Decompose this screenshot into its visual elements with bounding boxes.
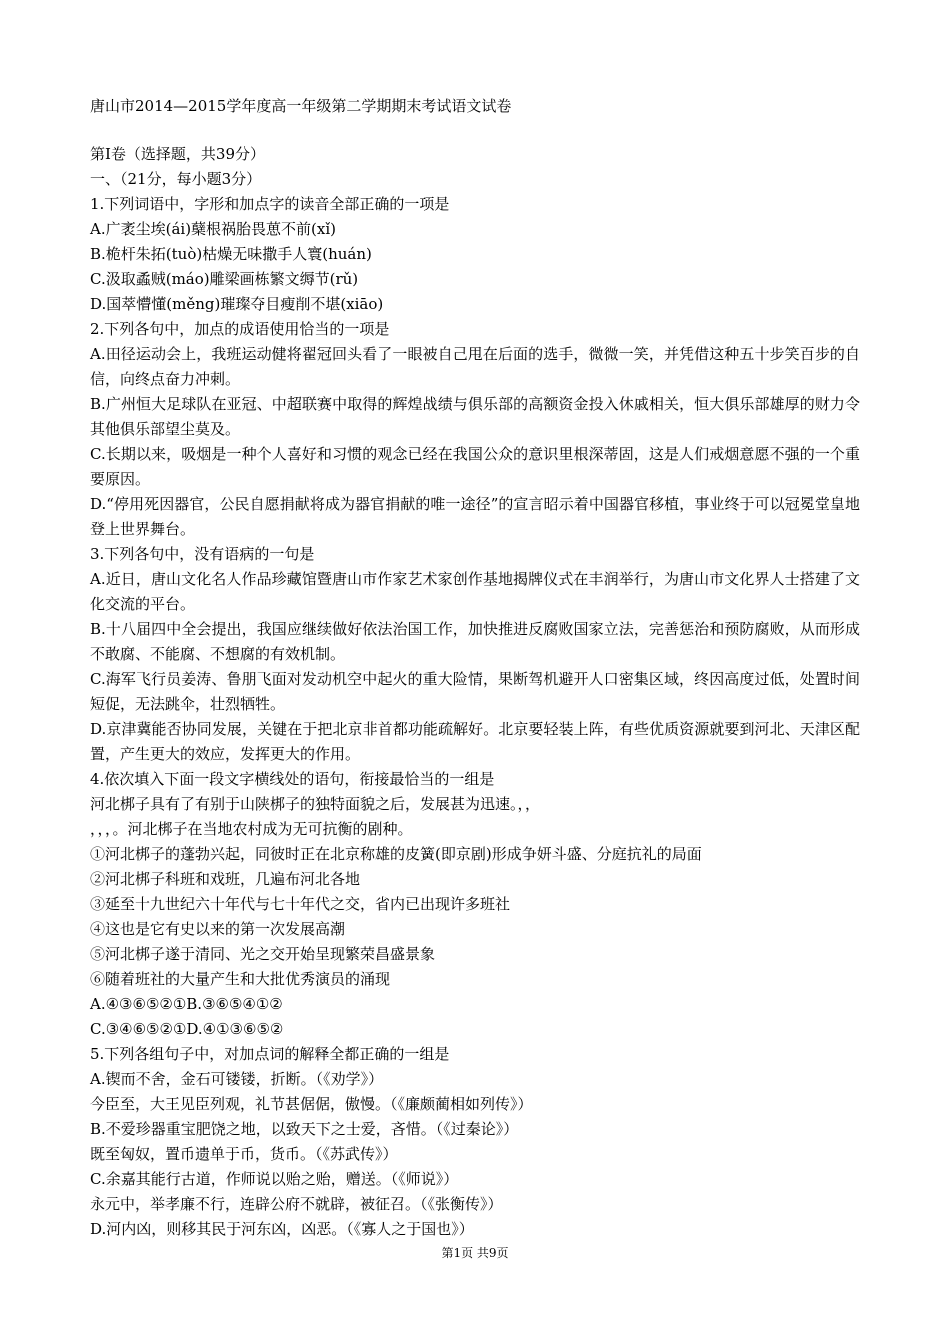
- text-paragraph: D.京津冀能否协同发展，关键在于把北京非首都功能疏解好。北京要轻装上阵，有些优质资源就要到河北、天津区配置，产生更大的效应，发挥更大的作用。: [90, 720, 860, 763]
- text-line: D.国萃懵懂(měng)璀璨夺目瘦削不堪(xiāo): [90, 295, 384, 313]
- text-line: C.汲取蟊贼(máo)雕梁画栋繁文缛节(rǔ): [90, 270, 359, 288]
- text-line: 5.下列各组句子中，对加点词的解释全都正确的一组是: [90, 1045, 450, 1063]
- text-line: C.③④⑥⑤②①D.④①③⑥⑤②: [90, 1020, 284, 1038]
- text-line: 今臣至，大王见臣列观，礼节甚倨倨，傲慢。（《廉颇蔺相如列传》）: [90, 1095, 533, 1113]
- document-body: [90, 142, 860, 1242]
- text-line: ③延至十九世纪六十年代与七十年代之交，省内已出现许多班社: [90, 895, 511, 913]
- text-line: 2.下列各句中，加点的成语使用恰当的一项是: [90, 320, 390, 338]
- text-paragraph: A.近日，唐山文化名人作品珍藏馆暨唐山市作家艺术家创作基地揭牌仪式在丰润举行，为唐山市文化界人士搭建了文化交流的平台。: [90, 570, 860, 613]
- document-title: 唐山市2014—2015学年度高一年级第二学期期末考试语文试卷: [90, 97, 512, 115]
- page-footer: 第1页 共9页: [441, 1246, 509, 1260]
- text-paragraph: A.田径运动会上，我班运动健将翟冠回头看了一眼被自己甩在后面的选手，微微一笑，并凭借这种五十步笑百步的自信，向终点奋力冲刺。: [90, 345, 860, 388]
- text-line: ①河北梆子的蓬勃兴起，同彼时正在北京称雄的皮簧(即京剧)形成争妍斗盛、分庭抗礼的局面: [90, 845, 702, 863]
- text-line: ②河北梆子科班和戏班，几遍布河北各地: [90, 870, 361, 888]
- text-paragraph: D.“停用死因器官，公民自愿捐献将成为器官捐献的唯一途径”的宣言昭示着中国器官移植，事业终于可以冠冕堂皇地登上世界舞台。: [90, 495, 860, 538]
- text-line: B.不爱珍器重宝肥饶之地，以致天下之士爱，吝惜。（《过秦论》）: [90, 1120, 519, 1138]
- text-line: 第Ⅰ卷（选择题，共39分）: [90, 145, 266, 163]
- text-line: D.河内凶，则移其民于河东凶，凶恶。（《寡人之于国也》）: [90, 1220, 474, 1238]
- text-line: A.广袤尘埃(ái)蘖根祸胎畏葸不前(xǐ): [90, 220, 337, 238]
- text-line: 河北梆子具有了有别于山陕梆子的独特面貌之后，发展甚为迅速。，，: [90, 795, 541, 813]
- text-paragraph: B.十八届四中全会提出，我国应继续做好依法治国工作，加快推进反腐败国家立法，完善惩治和预防腐败，从而形成不敢腐、不能腐、不想腐的有效机制。: [90, 620, 860, 663]
- text-line: 4.依次填入下面一段文字横线处的语句，衔接最恰当的一组是: [90, 770, 495, 788]
- text-line: 既至匈奴，置币遗单于币，货币。（《苏武传》）: [90, 1145, 398, 1163]
- text-line: 永元中，举孝廉不行，连辟公府不就辟，被征召。（《张衡传》）: [90, 1195, 503, 1213]
- text-paragraph: C.长期以来，吸烟是一种个人喜好和习惯的观念已经在我国公众的意识里根深蒂固，这是人们戒烟意愿不强的一个重要原因。: [90, 445, 860, 488]
- text-line: B.桅杆朱拓(tuò)枯燥无味撒手人寰(huán): [90, 245, 372, 263]
- text-paragraph: B.广州恒大足球队在亚冠、中超联赛中取得的辉煌战绩与俱乐部的高额资金投入休戚相关，恒大俱乐部雄厚的财力令其他俱乐部望尘莫及。: [90, 395, 860, 438]
- text-line: 1.下列词语中，字形和加点字的读音全部正确的一项是: [90, 195, 450, 213]
- text-line: A.锲而不舍，金石可镂镂，折断。（《劝学》）: [90, 1070, 384, 1088]
- text-line: A.④③⑥⑤②①B.③⑥⑤④①②: [90, 995, 283, 1013]
- text-line: ，，，。河北梆子在当地农村成为无可抗衡的剧种。: [90, 820, 413, 838]
- text-line: C.余嘉其能行古道，作师说以贻之贻，赠送。（《师说》）: [90, 1170, 459, 1188]
- text-line: ⑥随着班社的大量产生和大批优秀演员的涌现: [90, 970, 391, 988]
- text-line: 3.下列各句中，没有语病的一句是: [90, 545, 315, 563]
- document-page: [90, 94, 860, 1242]
- text-paragraph: C.海军飞行员姜涛、鲁朋飞面对发动机空中起火的重大险情，果断驾机避开人口密集区域，终因高度过低，处置时间短促，无法跳伞，壮烈牺牲。: [90, 670, 860, 713]
- text-line: ⑤河北梆子遂于清同、光之交开始呈现繁荣昌盛景象: [90, 945, 436, 963]
- text-line: ④这也是它有史以来的第一次发展高潮: [90, 920, 346, 938]
- text-line: 一、（21分，每小题3分）: [90, 170, 262, 188]
